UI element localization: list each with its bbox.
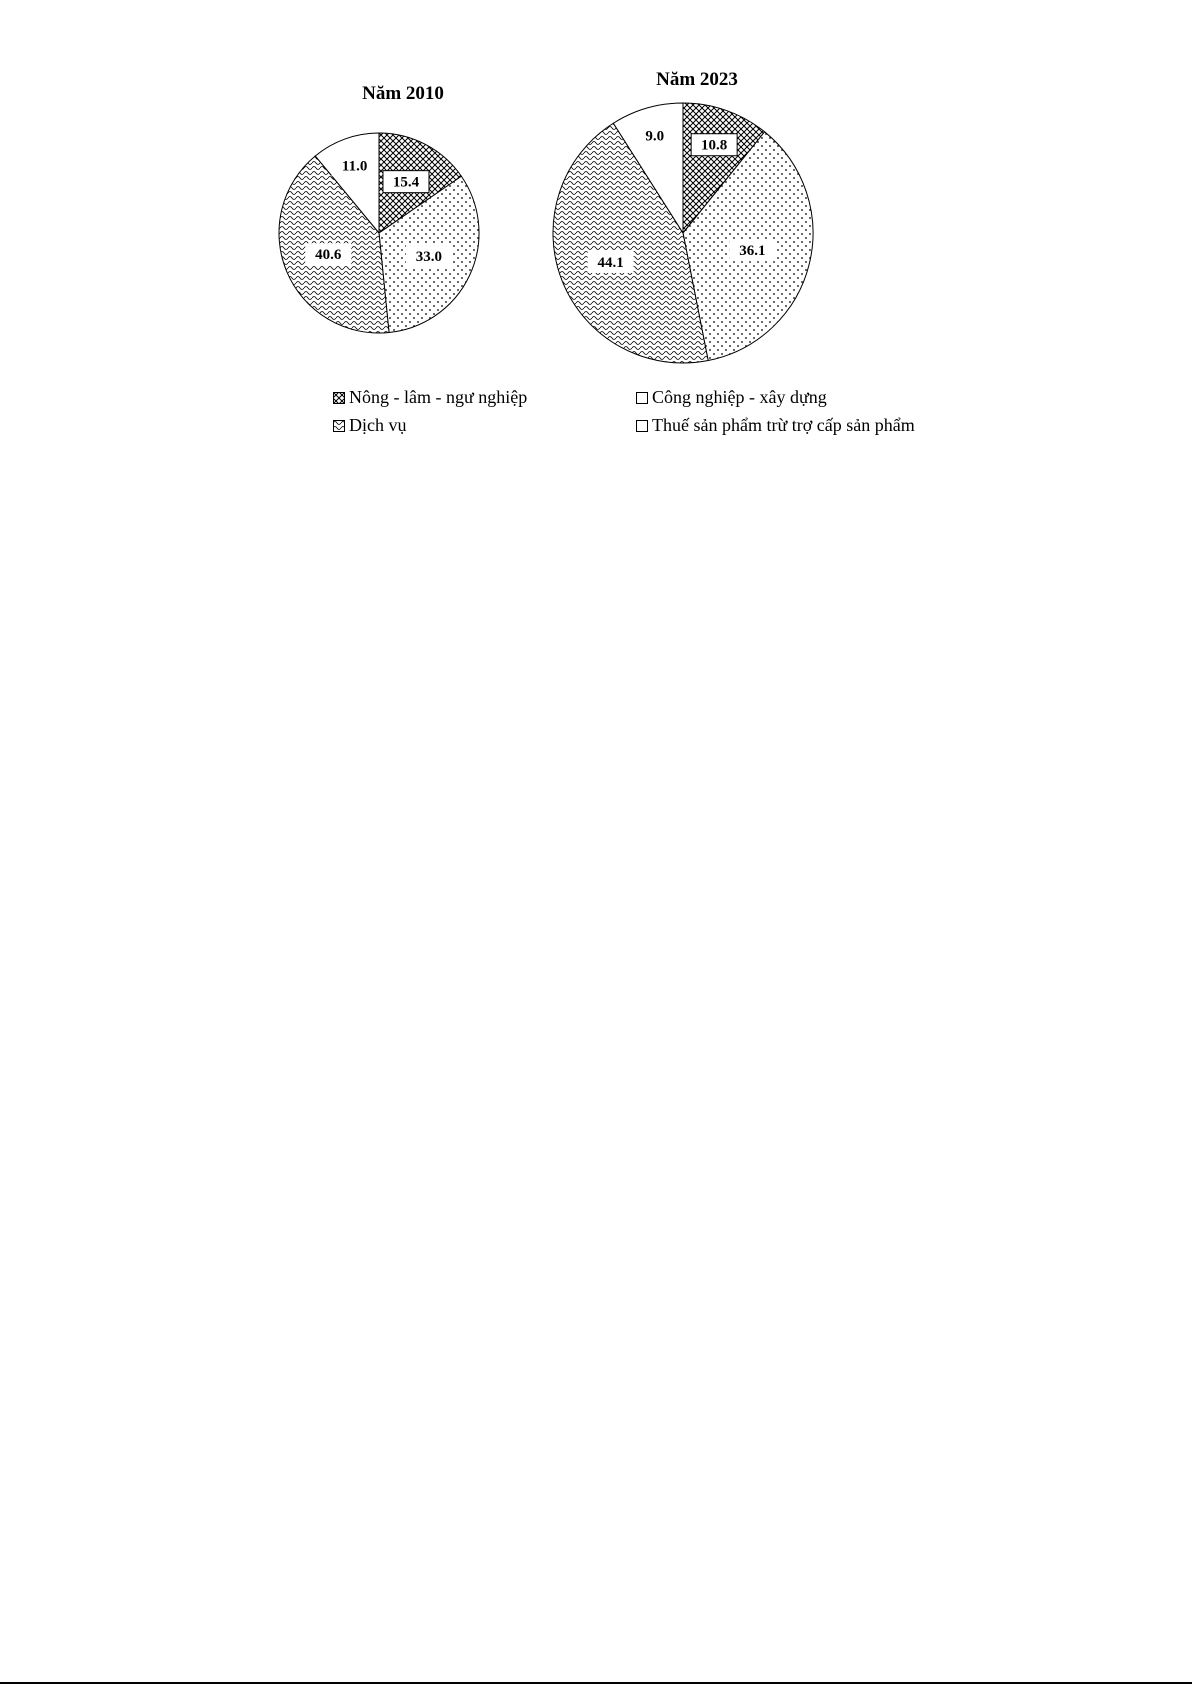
legend-label: Công nghiệp - xây dựng — [652, 387, 827, 407]
legend-label: Thuế sản phẩm trừ trợ cấp sản phẩm — [652, 415, 915, 435]
dots-swatch-icon — [636, 392, 648, 404]
legend-label: Dịch vụ — [349, 415, 407, 435]
data-label-agriculture: 15.4 — [392, 174, 420, 191]
crosshatch-swatch-icon — [333, 392, 345, 404]
legend — [333, 387, 953, 447]
waves-swatch-icon — [333, 420, 345, 432]
data-label-agriculture: 10.8 — [701, 137, 728, 154]
data-label-tax: 11.0 — [341, 158, 368, 175]
legend-item-agriculture — [333, 387, 527, 408]
pie-chart-2 — [553, 69, 813, 363]
data-label-services: 44.1 — [597, 254, 624, 271]
data-label-services: 40.6 — [315, 247, 342, 264]
legend-item-tax — [636, 415, 915, 436]
pie-title: Năm 2023 — [656, 69, 738, 90]
legend-item-industry — [636, 387, 827, 408]
blank-swatch-icon — [636, 420, 648, 432]
legend-item-services — [333, 415, 407, 436]
pie-title: Năm 2010 — [362, 83, 444, 104]
data-label-industry: 36.1 — [739, 243, 766, 260]
data-label-industry: 33.0 — [415, 249, 443, 266]
pie-chart-1 — [279, 83, 479, 333]
data-label-tax: 9.0 — [645, 128, 665, 145]
page-bottom-rule — [0, 1682, 1192, 1684]
legend-label: Nông - lâm - ngư nghiệp — [349, 387, 528, 407]
